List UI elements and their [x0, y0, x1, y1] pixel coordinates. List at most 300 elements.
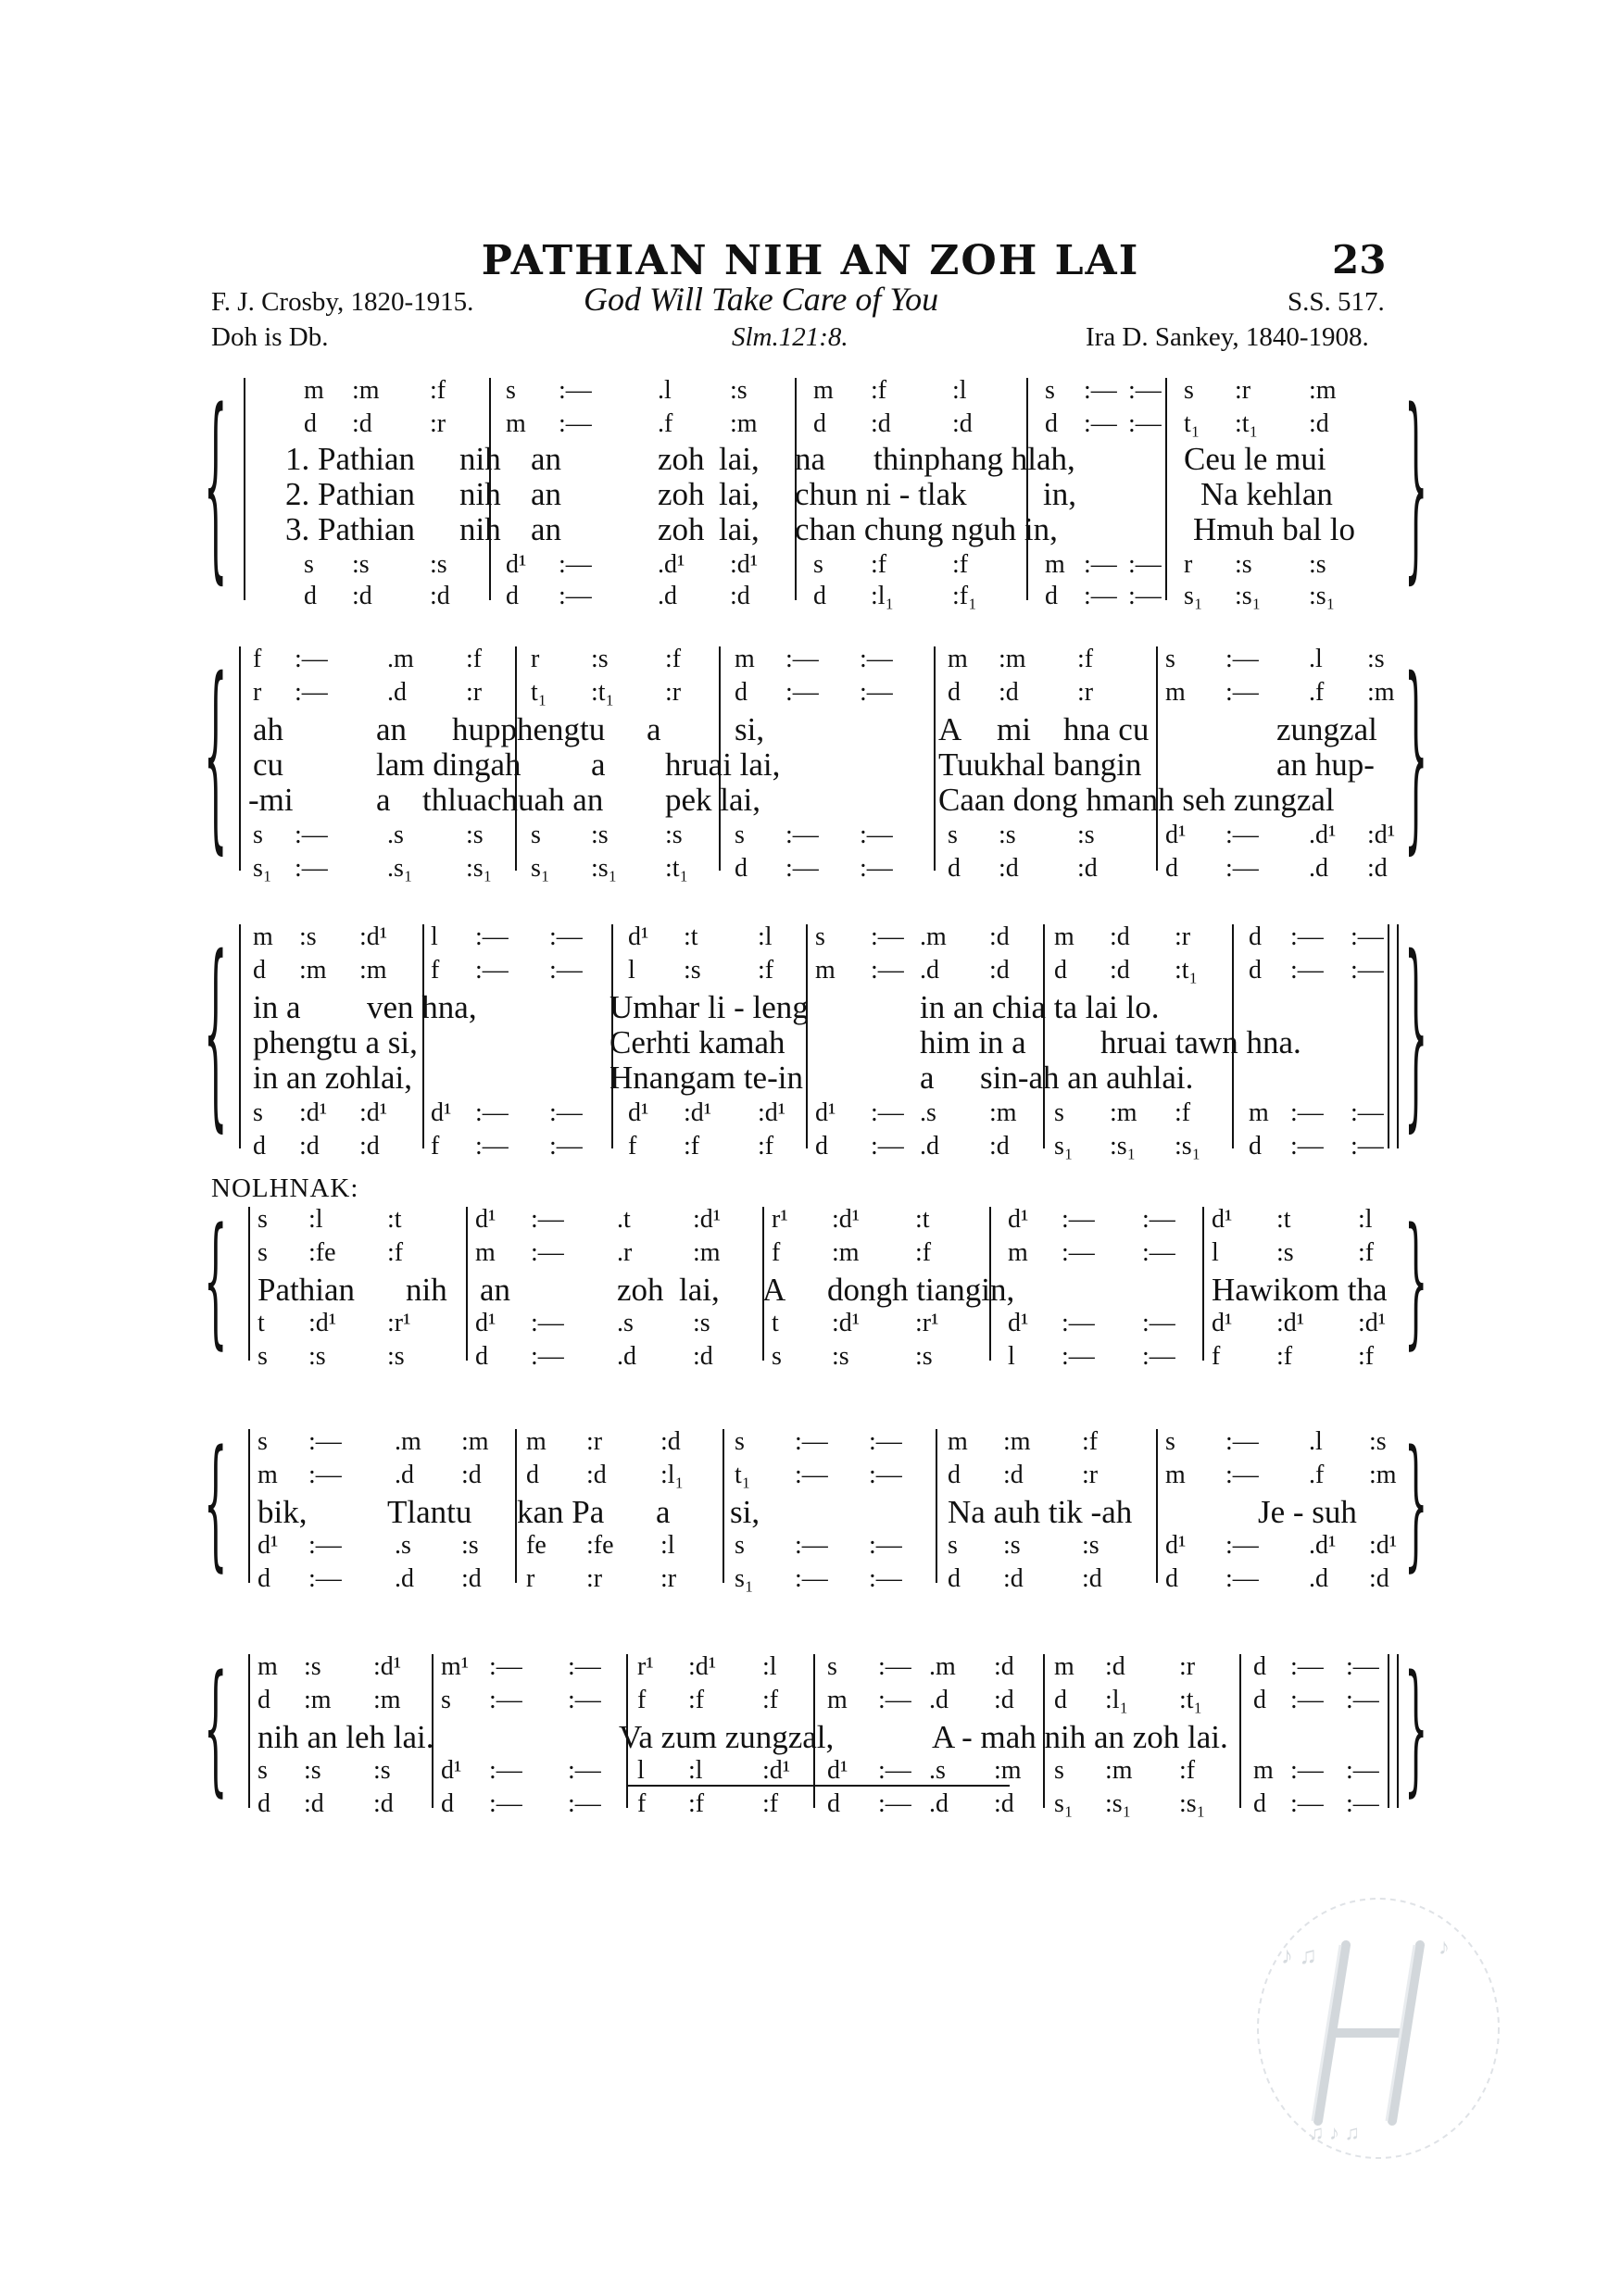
solfa-note: :f [665, 645, 682, 673]
solfa-note: .d [387, 678, 407, 707]
solfa-note: :l [1358, 1205, 1373, 1234]
solfa-note: d [1045, 409, 1058, 438]
lyric-word: lam dingah [376, 747, 521, 783]
bar-line [244, 378, 245, 600]
solfa-note: d [253, 956, 266, 985]
solfa-note: :— [1351, 922, 1384, 951]
lyric-word: hruai lai, [665, 747, 781, 783]
solfa-note: f [431, 1132, 440, 1161]
solfa-note: s [258, 1205, 268, 1234]
reference: S.S. 517. [1288, 287, 1385, 317]
lyric-word: Tuukhal bangin [938, 747, 1142, 783]
lyric-word: a [376, 782, 391, 818]
solfa-note: s [1165, 1427, 1175, 1456]
solfa-note: :f [762, 1686, 779, 1714]
solfa-note: r¹ [772, 1205, 788, 1234]
lyric-word: si, [735, 711, 765, 747]
lyric-word: Na kehlan [1200, 476, 1333, 512]
solfa-note: m [1008, 1238, 1028, 1267]
lyric-word: hupphengtu [452, 711, 606, 747]
solfa-note: :d [1309, 409, 1329, 438]
solfa-note: d [948, 1564, 961, 1593]
solfa-note: :s₁ [1309, 582, 1336, 610]
solfa-note: .d [395, 1461, 414, 1489]
solfa-note: :— [531, 1309, 564, 1337]
solfa-note: :d¹ [1358, 1309, 1387, 1337]
solfa-note: l [431, 922, 438, 951]
solfa-note: :s₁ [1235, 582, 1262, 610]
solfa-note: :d [304, 1789, 324, 1818]
solfa-note: :r [660, 1564, 677, 1593]
solfa-note: d [1253, 1652, 1266, 1681]
lyric-word: zoh [658, 511, 705, 547]
solfa-note: :d [430, 582, 450, 610]
solfa-note: :d [1110, 922, 1130, 951]
solfa-note: d¹ [441, 1756, 462, 1785]
author: F. J. Crosby, 1820-1915. [211, 287, 474, 317]
left-brace: { [204, 641, 228, 874]
solfa-note: :— [308, 1427, 342, 1456]
solfa-note: :s [461, 1531, 479, 1560]
solfa-note: :— [531, 1238, 564, 1267]
lyric-word: pek lai, [665, 782, 761, 818]
solfa-note: d¹ [1165, 1531, 1187, 1560]
solfa-note: s [1184, 376, 1194, 405]
solfa-note: :— [1128, 582, 1162, 610]
solfa-note: :d [299, 1132, 320, 1161]
solfa-note: m [1054, 1652, 1074, 1681]
solfa-note: :l [308, 1205, 323, 1234]
solfa-note: :s₁ [591, 854, 618, 883]
solfa-note: :m [1105, 1756, 1133, 1785]
solfa-note: :s [1309, 550, 1326, 579]
solfa-note: :f [688, 1789, 705, 1818]
final-bar-line [1388, 1654, 1389, 1808]
solfa-note: :m [832, 1238, 860, 1267]
solfa-note: .t [617, 1205, 631, 1234]
right-brace: } [1404, 641, 1428, 874]
solfa-note: :d [1003, 1461, 1024, 1489]
solfa-note: d [253, 1132, 266, 1161]
solfa-note: :m [693, 1238, 721, 1267]
solfa-note: d [1045, 582, 1058, 610]
solfa-note: :l₁ [660, 1461, 685, 1489]
solfa-note: :— [869, 1461, 902, 1489]
solfa-note: :d [989, 1132, 1010, 1161]
lyric-word: 2. Pathian [285, 476, 415, 512]
solfa-note: :— [568, 1756, 601, 1785]
solfa-note: .d [929, 1686, 949, 1714]
solfa-note: :r¹ [387, 1309, 411, 1337]
solfa-note: d [815, 1132, 828, 1161]
solfa-note: :m [999, 645, 1026, 673]
solfa-note: m [1253, 1756, 1274, 1785]
lyric-word: Hmuh bal lo [1193, 511, 1355, 547]
bar-line [248, 1429, 250, 1583]
solfa-note: d [1054, 956, 1067, 985]
lyric-word: thinphang hlah, [873, 441, 1075, 477]
left-brace: { [204, 919, 228, 1152]
bar-line [1202, 1207, 1204, 1361]
solfa-note: :d [352, 582, 372, 610]
solfa-note: :— [295, 821, 328, 849]
solfa-note: :— [860, 678, 893, 707]
solfa-note: r¹ [637, 1652, 654, 1681]
solfa-note: :fe [308, 1238, 336, 1267]
hymn-number: 23 [1332, 237, 1387, 282]
lyric-word: lai, [679, 1272, 720, 1308]
solfa-note: :— [1084, 376, 1117, 405]
solfa-note: :— [1225, 678, 1259, 707]
solfa-note: :l [660, 1531, 675, 1560]
solfa-note: :t₁ [1179, 1686, 1203, 1714]
lyric-word: a [656, 1494, 671, 1530]
solfa-note: :d [999, 678, 1019, 707]
solfa-note: s [253, 1098, 263, 1127]
solfa-note: .f [1309, 1461, 1325, 1489]
solfa-note: :s [1276, 1238, 1294, 1267]
solfa-note: d¹ [1165, 821, 1187, 849]
solfa-note: :— [549, 922, 583, 951]
solfa-note: :d [693, 1342, 713, 1371]
solfa-note: :— [559, 409, 592, 438]
solfa-note: s [813, 550, 823, 579]
bar-line [239, 646, 241, 871]
lyric-word: nih [459, 476, 501, 512]
solfa-note: :— [1225, 645, 1259, 673]
solfa-note: :s [1367, 645, 1385, 673]
solfa-note: :— [1290, 1789, 1324, 1818]
solfa-note: :m [1003, 1427, 1031, 1456]
solfa-note: :— [489, 1756, 522, 1785]
solfa-note: :t [387, 1205, 402, 1234]
lyric-word: nih [459, 511, 501, 547]
solfa-note: f [637, 1686, 647, 1714]
solfa-note: :— [295, 854, 328, 883]
solfa-note: d [1249, 1132, 1262, 1161]
solfa-note: t₁ [531, 678, 547, 707]
solfa-note: :— [1062, 1205, 1095, 1234]
lyric-word: lai, [719, 511, 760, 547]
solfa-note: :— [1062, 1309, 1095, 1337]
solfa-note: f [1212, 1342, 1221, 1371]
solfa-note: s [1045, 376, 1055, 405]
solfa-note: l [1008, 1342, 1015, 1371]
solfa-note: :m [1367, 678, 1395, 707]
solfa-note: :d [952, 409, 973, 438]
hymn-title: PATHIAN NIH AN ZOH LAI [481, 237, 1140, 284]
solfa-note: :f [758, 1132, 774, 1161]
lyric-word: an [531, 511, 562, 547]
solfa-note: :f [758, 956, 774, 985]
solfa-note: d [1054, 1686, 1067, 1714]
solfa-note: :— [1128, 376, 1162, 405]
solfa-note: s [441, 1686, 451, 1714]
lyric-word: zoh [617, 1272, 664, 1308]
lyric-word: kan Pa [517, 1494, 605, 1530]
solfa-note: :— [1290, 1686, 1324, 1714]
solfa-note: :— [1225, 1461, 1259, 1489]
lyric-word: an hup- [1276, 747, 1375, 783]
solfa-note: :d [730, 582, 750, 610]
bar-line [1156, 646, 1158, 871]
end-rule [626, 1785, 1010, 1787]
solfa-note: :— [1225, 1531, 1259, 1560]
lyric-word: si, [730, 1494, 760, 1530]
solfa-note: s₁ [735, 1564, 754, 1593]
solfa-note: m [1165, 678, 1186, 707]
solfa-note: :s [352, 550, 370, 579]
solfa-note: :m [1309, 376, 1337, 405]
solfa-note: :d [1367, 854, 1388, 883]
solfa-note: :— [1142, 1238, 1175, 1267]
solfa-note: s₁ [253, 854, 272, 883]
solfa-note: m [475, 1238, 496, 1267]
solfa-note: :s [832, 1342, 849, 1371]
solfa-note: :f [430, 376, 446, 405]
solfa-note: :d¹ [373, 1652, 402, 1681]
solfa-note: :s [1003, 1531, 1021, 1560]
solfa-note: :— [475, 956, 509, 985]
solfa-note: :m [359, 956, 387, 985]
lyric-word: him in a [920, 1024, 1026, 1060]
solfa-note: d [735, 678, 748, 707]
lyric-word: ven hna, [367, 989, 477, 1025]
solfa-note: s [531, 821, 541, 849]
solfa-note: s [815, 922, 825, 951]
bar-line [1165, 378, 1167, 600]
solfa-note: s [948, 821, 958, 849]
solfa-note: d [813, 409, 826, 438]
solfa-note: m [258, 1461, 278, 1489]
solfa-note: .f [658, 409, 673, 438]
lyric-word: lai, [719, 441, 760, 477]
solfa-note: :— [295, 645, 328, 673]
lyric-word: hna cu [1063, 711, 1150, 747]
solfa-note: :f [1276, 1342, 1293, 1371]
lyric-word: cu [253, 747, 284, 783]
solfa-note: :— [308, 1461, 342, 1489]
lyric-word: Pathian [258, 1272, 355, 1308]
solfa-note: :l [762, 1652, 777, 1681]
solfa-note: d [1253, 1789, 1266, 1818]
solfa-note: d¹ [827, 1756, 848, 1785]
solfa-note: :f [871, 376, 887, 405]
solfa-note: m [506, 409, 526, 438]
solfa-note: :d [660, 1427, 681, 1456]
solfa-note: .d¹ [658, 550, 685, 579]
lyric-word: in an chia ta lai lo. [920, 989, 1160, 1025]
solfa-note: :d [373, 1789, 394, 1818]
solfa-note: :d [586, 1461, 607, 1489]
solfa-note: d [948, 1461, 961, 1489]
lyric-word: Na auh tik -ah [948, 1494, 1133, 1530]
solfa-note: :m [1369, 1461, 1397, 1489]
solfa-note: :s₁ [1175, 1132, 1201, 1161]
solfa-note: :— [1346, 1686, 1379, 1714]
solfa-note: :d [359, 1132, 380, 1161]
solfa-note: :— [1351, 1132, 1384, 1161]
lyric-word: Cerhti kamah [609, 1024, 785, 1060]
lyric-word: an [480, 1272, 511, 1308]
final-bar-line [1397, 924, 1399, 1148]
bar-line [466, 1207, 468, 1361]
solfa-note: :t [1276, 1205, 1291, 1234]
solfa-note: :r [1082, 1461, 1099, 1489]
lyric-word: Hnangam te-in [609, 1060, 803, 1096]
solfa-note: :d [994, 1686, 1014, 1714]
solfa-note: d [948, 854, 961, 883]
solfa-note: :m [461, 1427, 489, 1456]
solfa-note: :— [308, 1564, 342, 1593]
solfa-note: :t₁ [591, 678, 615, 707]
solfa-note: :— [871, 922, 904, 951]
solfa-note: .s [920, 1098, 936, 1127]
lyric-word: Tlantu [387, 1494, 472, 1530]
solfa-note: :d¹ [832, 1309, 861, 1337]
bar-line [1156, 1429, 1158, 1583]
solfa-note: s [258, 1238, 268, 1267]
solfa-note: .m [929, 1652, 956, 1681]
solfa-note: d¹ [1212, 1309, 1233, 1337]
solfa-note: :s₁ [1179, 1789, 1206, 1818]
solfa-note: :— [785, 821, 819, 849]
bar-line [239, 924, 241, 1148]
lyric-word: Umhar li - leng [609, 989, 809, 1025]
chorus-label: NOLHNAK: [211, 1173, 359, 1203]
solfa-note: :s [308, 1342, 326, 1371]
solfa-note: :— [1084, 550, 1117, 579]
solfa-note: r [531, 645, 540, 673]
lyric-word: Ceu le mui [1184, 441, 1326, 477]
music-system-5 [204, 1424, 1428, 1593]
solfa-note: :— [785, 645, 819, 673]
solfa-note: m [735, 645, 755, 673]
solfa-note: .d [617, 1342, 636, 1371]
lyric-word: A [938, 711, 962, 747]
solfa-note: :— [531, 1205, 564, 1234]
solfa-note: :d¹ [359, 922, 388, 951]
solfa-note: d¹ [1008, 1205, 1029, 1234]
solfa-note: :s [684, 956, 701, 985]
final-bar-line [1397, 1654, 1399, 1808]
lyric-word: chun ni - tlak [795, 476, 967, 512]
solfa-note: d [506, 582, 519, 610]
solfa-note: .d [920, 956, 939, 985]
solfa-note: :— [1346, 1756, 1379, 1785]
solfa-note: :— [869, 1564, 902, 1593]
key-signature: Doh is Db. [211, 322, 329, 352]
solfa-note: d [526, 1461, 539, 1489]
solfa-note: :— [795, 1461, 828, 1489]
solfa-note: :— [568, 1652, 601, 1681]
solfa-note: :— [1225, 1427, 1259, 1456]
solfa-note: d [813, 582, 826, 610]
solfa-note: d [735, 854, 748, 883]
solfa-note: :— [878, 1652, 911, 1681]
solfa-note: :s [693, 1309, 710, 1337]
solfa-note: :d¹ [684, 1098, 712, 1127]
solfa-note: m [1165, 1461, 1186, 1489]
solfa-note: :s [1082, 1531, 1100, 1560]
solfa-note: :— [869, 1531, 902, 1560]
solfa-note: :— [1290, 1756, 1324, 1785]
lyric-word: lai, [719, 476, 760, 512]
solfa-note: :— [559, 550, 592, 579]
lyric-word: hruai tawn hna. [1100, 1024, 1301, 1060]
solfa-note: :s [665, 821, 683, 849]
final-bar-line [1388, 924, 1389, 1148]
solfa-note: :— [1290, 922, 1324, 951]
right-brace: } [1404, 372, 1428, 604]
solfa-note: .l [1309, 1427, 1323, 1456]
solfa-note: :r [1235, 376, 1251, 405]
solfa-note: :l [688, 1756, 703, 1785]
solfa-note: m [827, 1686, 848, 1714]
solfa-note: t [258, 1309, 265, 1337]
solfa-note: t₁ [735, 1461, 751, 1489]
lyric-word: ah [253, 711, 284, 747]
solfa-note: :f [762, 1789, 779, 1818]
composer: Ira D. Sankey, 1840-1908. [1086, 322, 1369, 352]
solfa-note: :— [860, 645, 893, 673]
solfa-note: d [948, 678, 961, 707]
solfa-note: :d [1077, 854, 1098, 883]
solfa-note: :d [461, 1564, 482, 1593]
solfa-note: :d¹ [1367, 821, 1396, 849]
solfa-note: d¹ [1008, 1309, 1029, 1337]
solfa-note: :— [871, 956, 904, 985]
solfa-note: :s [430, 550, 447, 579]
solfa-note: f [637, 1789, 647, 1818]
solfa-note: :— [1290, 1132, 1324, 1161]
solfa-note: :— [549, 1098, 583, 1127]
left-brace: { [204, 1649, 228, 1812]
solfa-note: :r [586, 1564, 603, 1593]
lyric-word: zoh [658, 441, 705, 477]
solfa-note: :— [1084, 582, 1117, 610]
solfa-note: :— [568, 1686, 601, 1714]
solfa-note: :d¹ [299, 1098, 328, 1127]
solfa-note: m [948, 1427, 968, 1456]
solfa-note: s [948, 1531, 958, 1560]
english-title: God Will Take Care of You [584, 281, 939, 318]
solfa-note: r [526, 1564, 535, 1593]
solfa-note: .s [387, 821, 404, 849]
solfa-note: :d¹ [1276, 1309, 1305, 1337]
solfa-note: t [772, 1309, 779, 1337]
solfa-note: :s [304, 1652, 321, 1681]
solfa-note: :m [730, 409, 758, 438]
solfa-note: :— [795, 1531, 828, 1560]
solfa-note: :d¹ [1369, 1531, 1398, 1560]
solfa-note: :— [878, 1756, 911, 1785]
solfa-note: m [948, 645, 968, 673]
lyric-word: in an zohlai, [253, 1060, 413, 1096]
solfa-note: :s [915, 1342, 933, 1371]
solfa-note: :— [1142, 1342, 1175, 1371]
solfa-note: m [526, 1427, 547, 1456]
solfa-note: :— [1084, 409, 1117, 438]
solfa-note: :l₁ [871, 582, 895, 610]
solfa-note: s [1054, 1756, 1064, 1785]
bar-line [248, 1207, 250, 1361]
bar-line [806, 924, 808, 1148]
solfa-note: :— [1351, 956, 1384, 985]
solfa-note: :d [1110, 956, 1130, 985]
solfa-note: :r [586, 1427, 603, 1456]
solfa-note: m [253, 922, 273, 951]
